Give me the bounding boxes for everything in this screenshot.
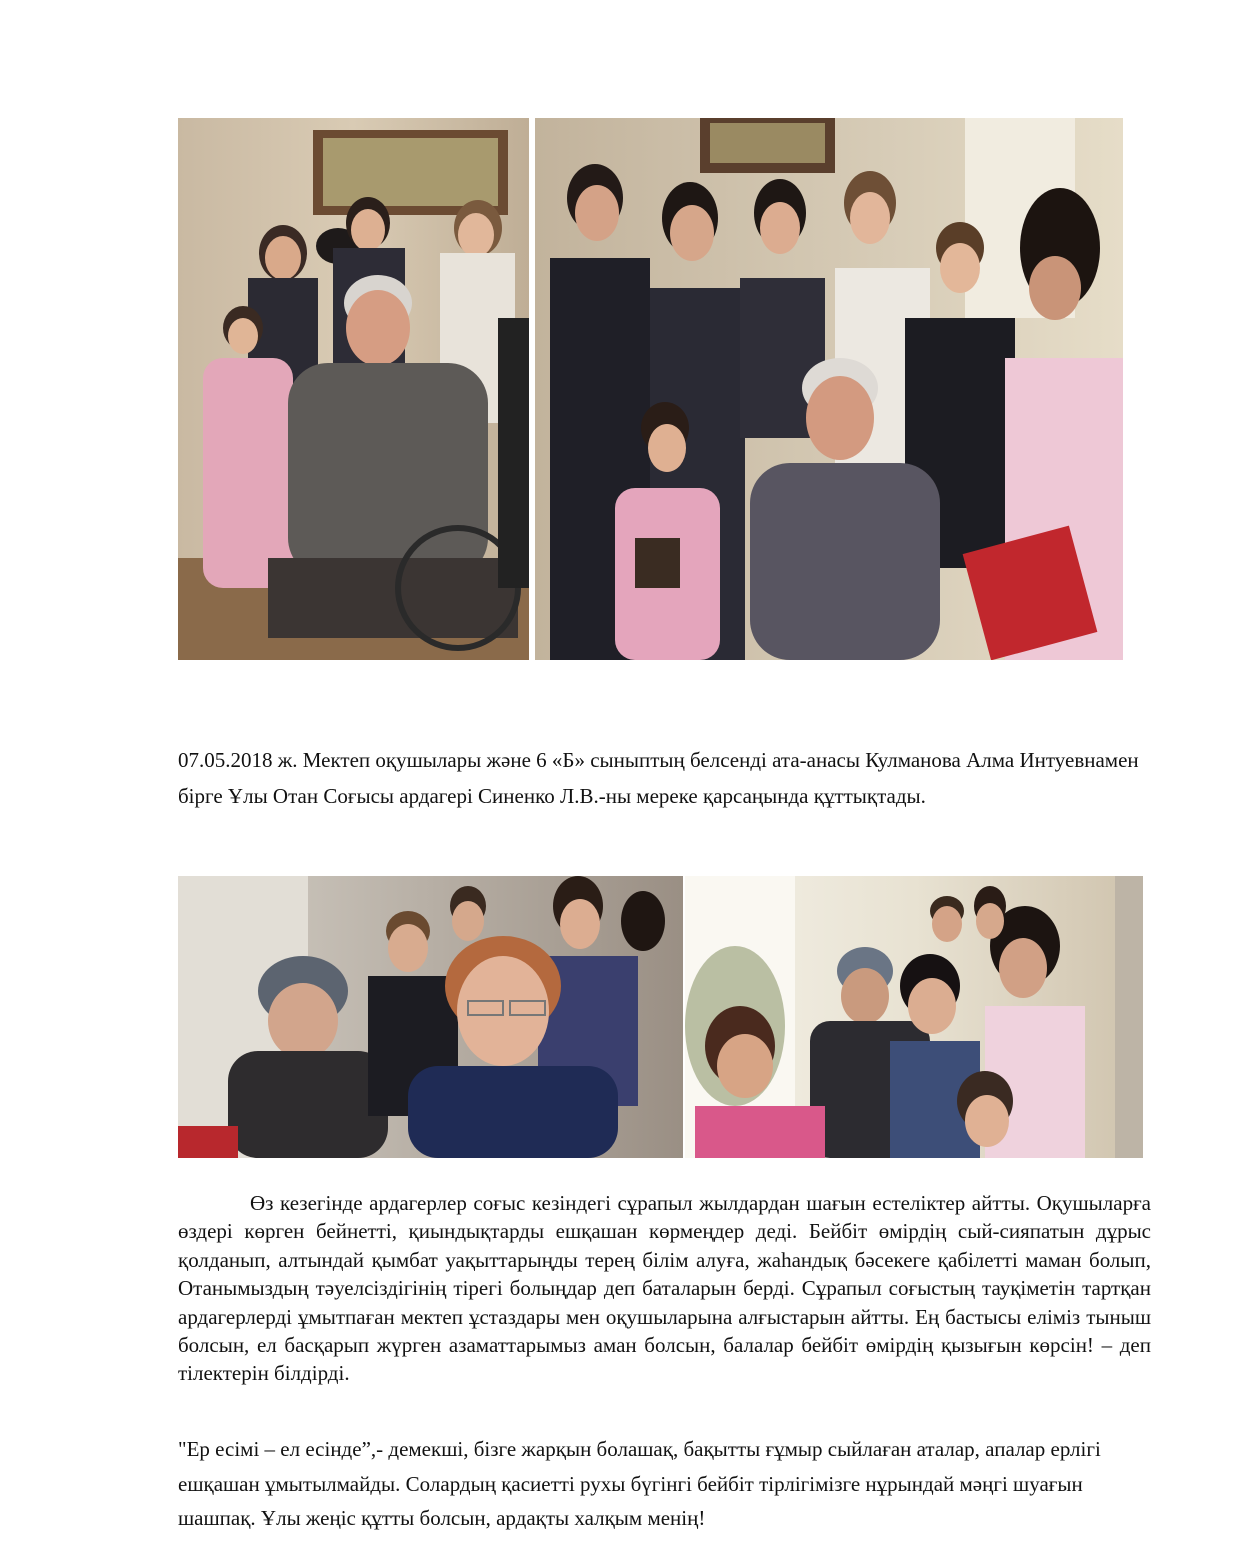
photo-caption: 07.05.2018 ж. Мектеп оқушылары және 6 «Б» сыныптың белсенді ата-анасы Кулманова Алма Интуевнамен бірге Ұлы Отан Соғысы ардагері Синенко Л.В.-ны мереке қарсаңында құттықтады. (178, 748, 1139, 808)
closing-paragraph: "Ер есімі – ел есінде”,- демекші, бізге жарқын болашақ, бақытты ғұмыр сыйлаған аталар, апалар ерлігі ешқашан ұмытылмайды. Солардың қасиетті рухы бүгінгі бейбіт тірлігімізге нұрындай мәңгі шуағын шашпақ. Ұлы жеңіс құтты болсын, ардақты халқым менің! (178, 1437, 1101, 1530)
body-paragraph: Өз кезегінде ардагерлер соғыс кезіндегі сұрапыл жылдардан шағын естеліктер айтты. Оқушыларға өздері көрген бейнетті, қиындықтарды ешқашан көрмеңдер деді. Бейбіт өмірдің сый-сияпатын дұрыс қолданып, алтындай қымбат уақыттарыңды терең білім алуға, жаһандық бәсекеге қабілетті маман болып, Отанымыздың тәуелсіздігінің тірегі болыңдар деп баталарын берді. Сұрапыл соғыстың тауқіметін тартқан ардагерлерді ұмытпаған мектеп ұстаздары мен оқушыларына алғыстарын айтты. Ең бастысы еліміз тыныш болсын, ел басқарып жүрген азаматтарымыз аман болсын, балалар бейбіт өмірдің қызығын көрсін! – деп тілектерін білдірді. (178, 1191, 1151, 1386)
photo-teacher-with-veteran (178, 876, 683, 1158)
photo-veteran-with-students-2 (535, 118, 1123, 660)
photo-veteran-with-students-1 (178, 118, 529, 660)
photo-students-with-veteran-window (685, 876, 1143, 1158)
